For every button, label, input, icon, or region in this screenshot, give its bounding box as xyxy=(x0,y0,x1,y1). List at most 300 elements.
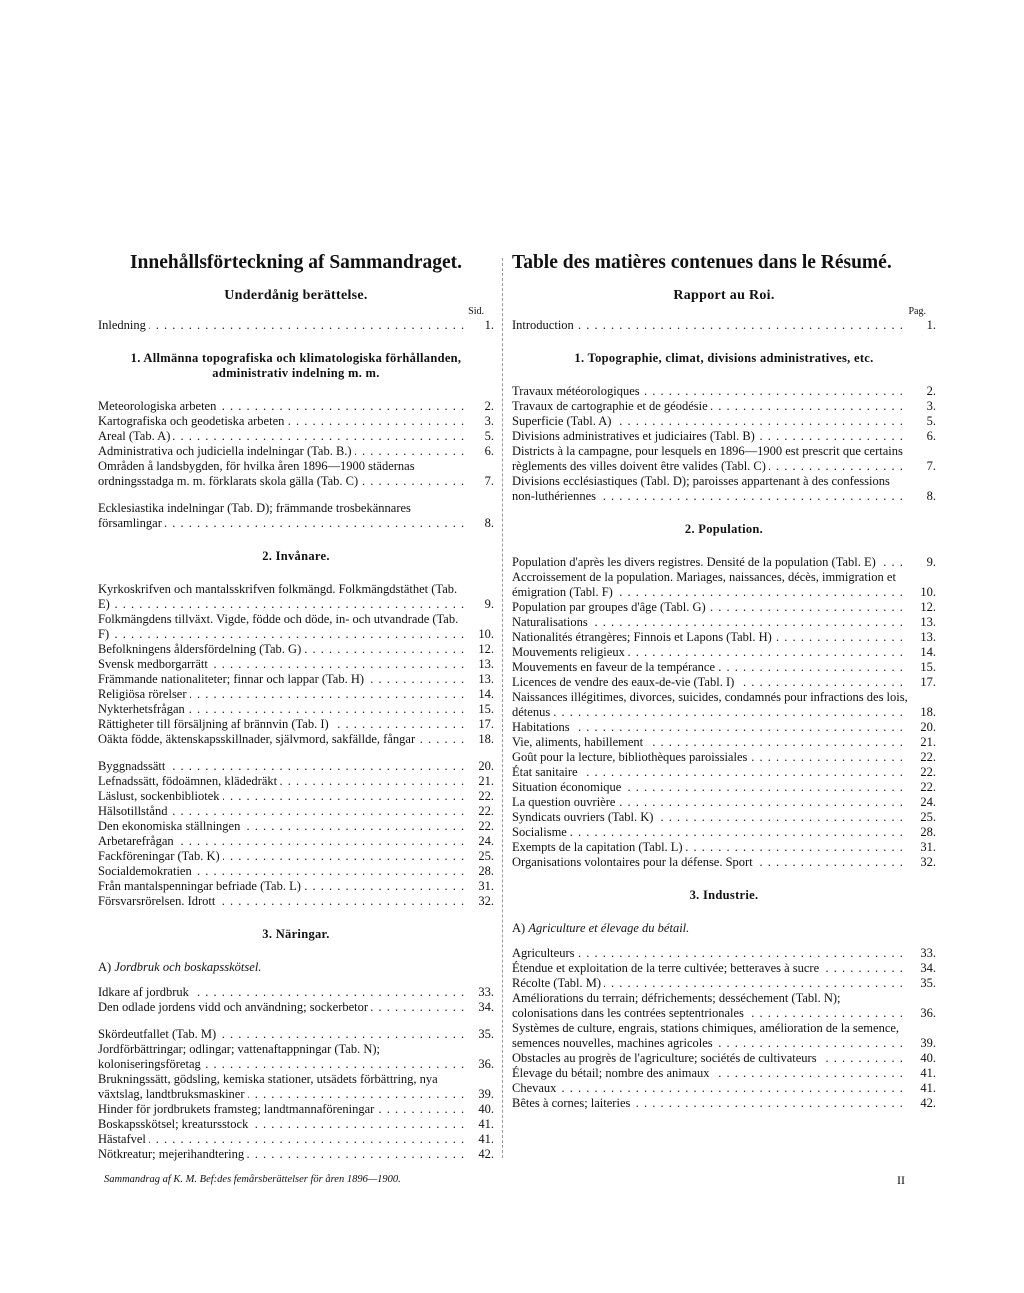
toc-entry xyxy=(512,976,936,991)
toc-entry-page: 22. xyxy=(920,780,936,794)
subsection-prefix: A) xyxy=(512,921,526,935)
toc-entry-text xyxy=(512,675,908,690)
toc-entry-intro-page: 1. xyxy=(484,318,494,332)
toc-entry-label: Districts à la campagne, pour lesquels en 1896—1900 est prescrit que certains règlements des villes doivent être valides (Tabl. C) xyxy=(512,444,903,473)
toc-entry-label: Bêtes à cornes; laiteries xyxy=(512,1096,633,1110)
spacer xyxy=(98,1015,494,1027)
toc-entry-label: Goût pour la lecture, bibliothèques paroissiales xyxy=(512,750,750,764)
toc-entry-label: Arbetarefrågan xyxy=(98,834,177,848)
toc-entry-page: 14. xyxy=(920,645,936,659)
toc-entry-page: 13. xyxy=(478,672,494,686)
toc-entry-text xyxy=(98,985,466,1000)
toc-entry-page: 15. xyxy=(478,702,494,716)
toc-entry-label: Accroissement de la population. Mariages, naissances, décès, immigration et émigration (Tabl. F) xyxy=(512,570,896,599)
toc-entry xyxy=(98,834,494,849)
toc-entry-page: 9. xyxy=(926,555,936,569)
toc-entry xyxy=(512,795,936,810)
toc-entry-page: 42. xyxy=(920,1096,936,1110)
toc-entry-text xyxy=(98,1000,466,1015)
toc-entry xyxy=(512,735,936,750)
toc-entry-label: Oäkta födde, äktenskapsskillnader, självmord, sakfällde, fångar xyxy=(98,732,418,746)
toc-entry-text xyxy=(512,444,908,474)
toc-entry-intro-label: Inledning xyxy=(98,318,149,332)
toc-entry xyxy=(512,765,936,780)
toc-entry xyxy=(98,1000,494,1015)
toc-entry xyxy=(98,687,494,702)
toc-entry-label: Från mantalspenningar befriade (Tab. L) xyxy=(98,879,304,893)
toc-entry-page: 33. xyxy=(920,946,936,960)
toc-entry xyxy=(98,1042,494,1072)
french-column xyxy=(512,250,936,1111)
toc-entry-text xyxy=(512,690,908,720)
toc-entry xyxy=(512,384,936,399)
swedish-column xyxy=(98,250,494,1162)
toc-entry-page: 21. xyxy=(920,735,936,749)
toc-title: Table des matières contenues dans le Résumé. xyxy=(512,252,892,273)
toc-entry-text xyxy=(98,672,466,687)
toc-entry xyxy=(98,864,494,879)
toc-entry-page: 22. xyxy=(920,765,936,779)
toc-entry xyxy=(512,600,936,615)
toc-entry-label: Ecklesiastika indelningar (Tab. D); främmande trosbekännares församlingar xyxy=(98,501,411,530)
toc-entry xyxy=(98,642,494,657)
toc-entry-text xyxy=(98,612,466,642)
toc-entry xyxy=(512,1051,936,1066)
toc-entry-page: 25. xyxy=(478,849,494,863)
toc-entry-page: 33. xyxy=(478,985,494,999)
toc-entry-text xyxy=(512,1021,908,1051)
toc-entry xyxy=(512,750,936,765)
toc-entry-page: 7. xyxy=(926,459,936,473)
toc-entry-label: Administrativa och judiciella indelningar (Tab. B.) xyxy=(98,444,355,458)
toc-entry-label: Naissances illégitimes, divorces, suicides, condamnés pour infractions des lois, détenus xyxy=(512,690,908,719)
toc-entry-page: 13. xyxy=(920,630,936,644)
toc-entry-label: Naturalisations xyxy=(512,615,591,629)
toc-entry-text xyxy=(98,879,466,894)
toc-entry-label: Boskapsskötsel; kreatursstock xyxy=(98,1117,251,1131)
section-heading-3: 3. Industrie. xyxy=(689,888,759,902)
toc-entry xyxy=(98,501,494,531)
toc-entry-text xyxy=(98,804,466,819)
toc-entry-page: 24. xyxy=(920,795,936,809)
toc-entry xyxy=(98,444,494,459)
toc-entry-label: Hälsotillstånd xyxy=(98,804,170,818)
toc-entry-label: Läslust, sockenbibliotek xyxy=(98,789,223,803)
toc-entry-page: 20. xyxy=(920,720,936,734)
toc-entry-page: 12. xyxy=(920,600,936,614)
toc-entry-page: 40. xyxy=(920,1051,936,1065)
toc-entry-text xyxy=(512,795,908,810)
toc-entry xyxy=(512,855,936,870)
toc-entry-intro-text xyxy=(512,318,908,333)
toc-entry-label: Licences de vendre des eaux-de-vie (Tabl. I) xyxy=(512,675,737,689)
toc-entry-page: 12. xyxy=(478,642,494,656)
subsection-heading xyxy=(98,960,494,975)
toc-entry-text xyxy=(512,1066,908,1081)
toc-entry-label: Récolte (Tabl. M) xyxy=(512,976,604,990)
toc-entry-label: Socialisme xyxy=(512,825,570,839)
toc-entry-label: Systèmes de culture, engrais, stations chimiques, amélioration de la semence, semences nouvelles, machines agricoles xyxy=(512,1021,900,1050)
toc-entry-text xyxy=(98,414,466,429)
toc-entry xyxy=(512,615,936,630)
subsection-prefix: A) xyxy=(98,960,112,974)
toc-entry xyxy=(512,840,936,855)
toc-entry-label: Hinder för jordbrukets framsteg; landtmannaföreningar xyxy=(98,1102,377,1116)
toc-entry-page: 13. xyxy=(478,657,494,671)
toc-entry-page: 39. xyxy=(920,1036,936,1050)
toc-entry-text xyxy=(98,687,466,702)
subsection-title: Jordbruk och boskapsskötsel. xyxy=(114,960,262,974)
subsection-heading xyxy=(512,921,936,936)
toc-entry-text xyxy=(98,717,466,732)
toc-entry xyxy=(512,961,936,976)
toc-entry-label: Étendue et exploitation de la terre cultivée; betteraves à sucre xyxy=(512,961,822,975)
toc-entry-page: 10. xyxy=(920,585,936,599)
report-subtitle: Underdånig berättelse. xyxy=(224,288,368,303)
toc-entry-page: 14. xyxy=(478,687,494,701)
toc-entry-text xyxy=(512,555,908,570)
toc-entry xyxy=(512,1066,936,1081)
toc-entry-page: 20. xyxy=(478,759,494,773)
toc-entry-label: Chevaux xyxy=(512,1081,559,1095)
toc-entry xyxy=(98,429,494,444)
toc-entry xyxy=(98,819,494,834)
toc-entry-page: 41. xyxy=(920,1081,936,1095)
toc-entry-page: 35. xyxy=(920,976,936,990)
toc-entry-label: Syndicats ouvriers (Tabl. K) xyxy=(512,810,656,824)
toc-entry xyxy=(512,399,936,414)
toc-title: Innehållsförteckning af Sammandraget. xyxy=(129,252,463,273)
toc-entry-label: Befolkningens åldersfördelning (Tab. G) xyxy=(98,642,304,656)
toc-entry-page: 32. xyxy=(920,855,936,869)
toc-entry-text xyxy=(512,414,908,429)
toc-entry xyxy=(512,645,936,660)
toc-entry-label: Områden å landsbygden, för hvilka åren 1896—1900 städernas ordningsstadga m. m. förklarats skola gälla (Tab. C) xyxy=(98,459,415,488)
toc-entry-page: 21. xyxy=(478,774,494,788)
toc-entry-page: 41. xyxy=(478,1132,494,1146)
toc-entry-text xyxy=(512,961,908,976)
toc-entry-label: Byggnadssätt xyxy=(98,759,168,773)
toc-entry-label: Obstacles au progrès de l'agriculture; sociétés de cultivateurs xyxy=(512,1051,820,1065)
toc-entry-label: Socialdemokratien xyxy=(98,864,195,878)
toc-entry-label: Vie, aliments, habillement xyxy=(512,735,646,749)
toc-entry-label: Organisations volontaires pour la défense. Sport xyxy=(512,855,756,869)
section-heading-3: 3. Näringar. xyxy=(262,927,330,941)
toc-entry-label: Habitations xyxy=(512,720,573,734)
toc-entry-page: 22. xyxy=(478,819,494,833)
toc-entry-page: 34. xyxy=(920,961,936,975)
toc-entry-page: 42. xyxy=(478,1147,494,1161)
toc-entry xyxy=(98,717,494,732)
toc-entry-label: Population par groupes d'âge (Tabl. G) xyxy=(512,600,709,614)
toc-entry-intro-text xyxy=(98,318,466,333)
toc-entry xyxy=(98,459,494,489)
toc-entry-page: 36. xyxy=(920,1006,936,1020)
toc-entry xyxy=(512,946,936,961)
page-column-label: Sid. xyxy=(468,306,484,317)
toc-entry-text xyxy=(98,819,466,834)
toc-entry-page: 17. xyxy=(478,717,494,731)
toc-entry-text xyxy=(512,840,908,855)
toc-entry xyxy=(512,660,936,675)
toc-entry-label: Främmande nationaliteter; finnar och lappar (Tab. H) xyxy=(98,672,367,686)
toc-entry-text xyxy=(98,642,466,657)
toc-entry-text xyxy=(98,501,466,531)
toc-entry xyxy=(98,1072,494,1102)
toc-entry-label: Hästafvel xyxy=(98,1132,149,1146)
toc-entry-text xyxy=(98,849,466,864)
toc-entry-text xyxy=(98,774,466,789)
toc-entry-text xyxy=(98,429,466,444)
toc-entry-label: Divisions administratives et judiciaires (Tabl. B) xyxy=(512,429,758,443)
toc-entry-intro xyxy=(512,318,936,333)
toc-entry xyxy=(98,732,494,747)
toc-entry-label: Nykterhetsfrågan xyxy=(98,702,188,716)
toc-entry-text xyxy=(512,660,908,675)
toc-entry-label: Folkmängdens tillväxt. Vigde, födde och döde, in- och utvandrade (Tab. F) xyxy=(98,612,459,641)
toc-entry-text xyxy=(512,750,908,765)
toc-entry-text xyxy=(98,789,466,804)
toc-entry-text xyxy=(512,810,908,825)
toc-entry xyxy=(512,414,936,429)
section-heading-1: 1. Topographie, climat, divisions administratives, etc. xyxy=(574,351,874,365)
toc-entry-page: 18. xyxy=(920,705,936,719)
toc-entry-text xyxy=(512,615,908,630)
toc-entry-label: Travaux de cartographie et de géodésie xyxy=(512,399,711,413)
toc-entry-page: 25. xyxy=(920,810,936,824)
toc-entry xyxy=(98,774,494,789)
toc-entry-label: Nötkreatur; mejerihandtering xyxy=(98,1147,247,1161)
toc-entry-label: Jordförbättringar; odlingar; vattenaftappningar (Tab. N); koloniseringsföretag xyxy=(98,1042,381,1071)
page-number: II xyxy=(897,1173,905,1187)
toc-entry-label: Brukningssätt, gödsling, kemiska stationer, utsädets förbättring, nya växtslag, landtbruksmaskiner xyxy=(98,1072,438,1101)
toc-entry-intro xyxy=(98,318,494,333)
toc-entry-label: Agriculteurs xyxy=(512,946,577,960)
toc-entry-page: 2. xyxy=(484,399,494,413)
toc-entry-text xyxy=(98,459,466,489)
toc-entry xyxy=(512,555,936,570)
section-heading-2: 2. Population. xyxy=(684,522,764,536)
toc-entry-label: Lefnadssätt, födoämnen, klädedräkt xyxy=(98,774,280,788)
toc-entry-label: Den odlade jordens vidd och användning; sockerbetor xyxy=(98,1000,371,1014)
toc-entry-label: Population d'après les divers registres. Densité de la population (Tabl. E) xyxy=(512,555,879,569)
toc-entry-text xyxy=(512,600,908,615)
toc-entry-page: 8. xyxy=(484,516,494,530)
toc-entry-page: 13. xyxy=(920,615,936,629)
toc-entry-label: Skördeutfallet (Tab. M) xyxy=(98,1027,219,1041)
toc-entry-text xyxy=(98,1072,466,1102)
toc-entry-text xyxy=(98,702,466,717)
toc-entry-page: 40. xyxy=(478,1102,494,1116)
toc-entry xyxy=(98,672,494,687)
toc-entry xyxy=(98,849,494,864)
toc-entry xyxy=(98,582,494,612)
toc-entry-text xyxy=(512,630,908,645)
toc-entry-page: 35. xyxy=(478,1027,494,1041)
toc-entry-page: 5. xyxy=(926,414,936,428)
toc-entry-text xyxy=(512,720,908,735)
toc-entry-text xyxy=(98,894,466,909)
toc-entry-page: 41. xyxy=(478,1117,494,1131)
toc-entry-intro-label: Introduction xyxy=(512,318,577,332)
toc-entry-page: 34. xyxy=(478,1000,494,1014)
toc-entry xyxy=(98,985,494,1000)
toc-entry-label: Areal (Tab. A) xyxy=(98,429,173,443)
toc-entry-text xyxy=(512,1081,908,1096)
toc-entry-page: 5. xyxy=(484,429,494,443)
toc-entry xyxy=(512,810,936,825)
toc-entry-label: La question ouvrière xyxy=(512,795,618,809)
toc-entry xyxy=(512,429,936,444)
toc-entry-page: 8. xyxy=(926,489,936,503)
toc-entry-text xyxy=(98,582,466,612)
toc-entry-label: Svensk medborgarrätt xyxy=(98,657,211,671)
report-subtitle: Rapport au Roi. xyxy=(673,288,775,303)
toc-entry-text xyxy=(98,1147,466,1162)
toc-entry xyxy=(512,690,936,720)
toc-entry xyxy=(512,780,936,795)
toc-entry-page: 22. xyxy=(478,789,494,803)
section-heading-1: 1. Allmänna topografiska och klimatologiska förhållanden, administrativ indelning m. m. xyxy=(130,351,462,380)
page-column-label: Pag. xyxy=(908,306,926,317)
toc-entry xyxy=(98,414,494,429)
toc-entry-page: 24. xyxy=(478,834,494,848)
toc-entry-text xyxy=(512,855,908,870)
footer-note: Sammandrag af K. M. Bef:des femårsberättelser för åren 1896—1900. xyxy=(104,1174,401,1185)
toc-entry-text xyxy=(98,1117,466,1132)
toc-entry xyxy=(512,1096,936,1111)
toc-entry-text xyxy=(512,735,908,750)
toc-entry xyxy=(98,657,494,672)
toc-entry-label: Meteorologiska arbeten xyxy=(98,399,219,413)
toc-entry xyxy=(98,1117,494,1132)
toc-entry xyxy=(512,1021,936,1051)
toc-entry-text xyxy=(512,946,908,961)
toc-entry-text xyxy=(512,765,908,780)
toc-entry xyxy=(98,789,494,804)
toc-entry-page: 18. xyxy=(478,732,494,746)
toc-entry-text xyxy=(512,780,908,795)
toc-entry-text xyxy=(512,474,908,504)
toc-entry-label: Försvarsrörelsen. Idrott xyxy=(98,894,218,908)
toc-entry xyxy=(512,991,936,1021)
toc-entry-page: 41. xyxy=(920,1066,936,1080)
toc-entry-page: 7. xyxy=(484,474,494,488)
toc-entry xyxy=(512,720,936,735)
toc-entry-page: 15. xyxy=(920,660,936,674)
toc-entry-page: 10. xyxy=(478,627,494,641)
toc-entry xyxy=(512,825,936,840)
spacer xyxy=(98,489,494,501)
toc-entry-page: 32. xyxy=(478,894,494,908)
toc-entry-text xyxy=(98,834,466,849)
toc-entry-label: Superficie (Tabl. A) xyxy=(512,414,614,428)
toc-entry-text xyxy=(98,1132,466,1147)
toc-entry xyxy=(512,444,936,474)
toc-entry-label: Religiösa rörelser xyxy=(98,687,190,701)
toc-entry-page: 28. xyxy=(920,825,936,839)
toc-entry-text xyxy=(512,399,908,414)
toc-entry-page: 36. xyxy=(478,1057,494,1071)
toc-entry-text xyxy=(512,384,908,399)
toc-entry xyxy=(98,1132,494,1147)
toc-entry-label: Rättigheter till försäljning af brännvin (Tab. I) xyxy=(98,717,332,731)
toc-entry-intro-page: 1. xyxy=(926,318,936,332)
toc-entry-text xyxy=(512,570,908,600)
toc-entry-label: Kyrkoskrifven och mantalsskrifven folkmängd. Folkmängdstäthet (Tab. E) xyxy=(98,582,458,611)
toc-entry-label: Élevage du bétail; nombre des animaux xyxy=(512,1066,713,1080)
toc-entry-label: Divisions ecclésiastiques (Tabl. D); paroisses appartenant à des confessions non-luthériennes xyxy=(512,474,890,503)
spacer xyxy=(98,747,494,759)
column-divider xyxy=(502,258,503,1158)
toc-entry-page: 3. xyxy=(484,414,494,428)
toc-entry-text xyxy=(98,759,466,774)
toc-entry xyxy=(98,612,494,642)
toc-entry-text xyxy=(512,1051,908,1066)
toc-entry-page: 39. xyxy=(478,1087,494,1101)
toc-entry xyxy=(98,759,494,774)
toc-entry-text xyxy=(98,444,466,459)
toc-entry-label: Situation économique xyxy=(512,780,624,794)
toc-entry-text xyxy=(98,1027,466,1042)
toc-entry-page: 31. xyxy=(478,879,494,893)
toc-entry xyxy=(512,474,936,504)
toc-entry-text xyxy=(98,732,466,747)
toc-entry xyxy=(98,1147,494,1162)
toc-entry-label: Mouvements religieux xyxy=(512,645,628,659)
subsection-title: Agriculture et élevage du bétail. xyxy=(528,921,690,935)
toc-entry xyxy=(98,702,494,717)
toc-entry-text xyxy=(98,864,466,879)
toc-entry-page: 17. xyxy=(920,675,936,689)
toc-entry-text xyxy=(512,976,908,991)
toc-entry-label: Améliorations du terrain; défrichements; desséchement (Tabl. N); colonisations dans les contrées septentrionales xyxy=(512,991,841,1020)
toc-entry-text xyxy=(512,991,908,1021)
toc-entry-page: 6. xyxy=(484,444,494,458)
toc-entry-text xyxy=(512,825,908,840)
toc-entry-label: Exempts de la capitation (Tabl. L) xyxy=(512,840,686,854)
toc-entry-label: Nationalités étrangères; Finnois et Lapons (Tabl. H) xyxy=(512,630,775,644)
toc-entry xyxy=(98,399,494,414)
toc-entry-label: État sanitaire xyxy=(512,765,581,779)
toc-entry xyxy=(98,1027,494,1042)
toc-entry-label: Den ekonomiska ställningen xyxy=(98,819,243,833)
toc-entry-page: 9. xyxy=(484,597,494,611)
section-heading-2: 2. Invånare. xyxy=(262,549,330,563)
toc-entry-page: 3. xyxy=(926,399,936,413)
toc-entry-label: Kartografiska och geodetiska arbeten xyxy=(98,414,287,428)
toc-entry-text xyxy=(98,399,466,414)
toc-entry-label: Mouvements en faveur de la tempérance xyxy=(512,660,718,674)
toc-entry-label: Idkare af jordbruk xyxy=(98,985,192,999)
toc-entry xyxy=(98,894,494,909)
toc-entry-page: 22. xyxy=(478,804,494,818)
toc-entry-page: 28. xyxy=(478,864,494,878)
toc-entry xyxy=(512,630,936,645)
toc-entry-text xyxy=(512,429,908,444)
toc-entry-text xyxy=(512,645,908,660)
toc-entry xyxy=(98,804,494,819)
toc-entry xyxy=(98,879,494,894)
toc-entry-label: Travaux météorologiques xyxy=(512,384,643,398)
toc-entry xyxy=(98,1102,494,1117)
toc-entry-text xyxy=(98,1102,466,1117)
toc-entry-text xyxy=(512,1096,908,1111)
toc-entry-page: 2. xyxy=(926,384,936,398)
toc-entry xyxy=(512,1081,936,1096)
toc-entry-page: 6. xyxy=(926,429,936,443)
toc-entry-page: 31. xyxy=(920,840,936,854)
